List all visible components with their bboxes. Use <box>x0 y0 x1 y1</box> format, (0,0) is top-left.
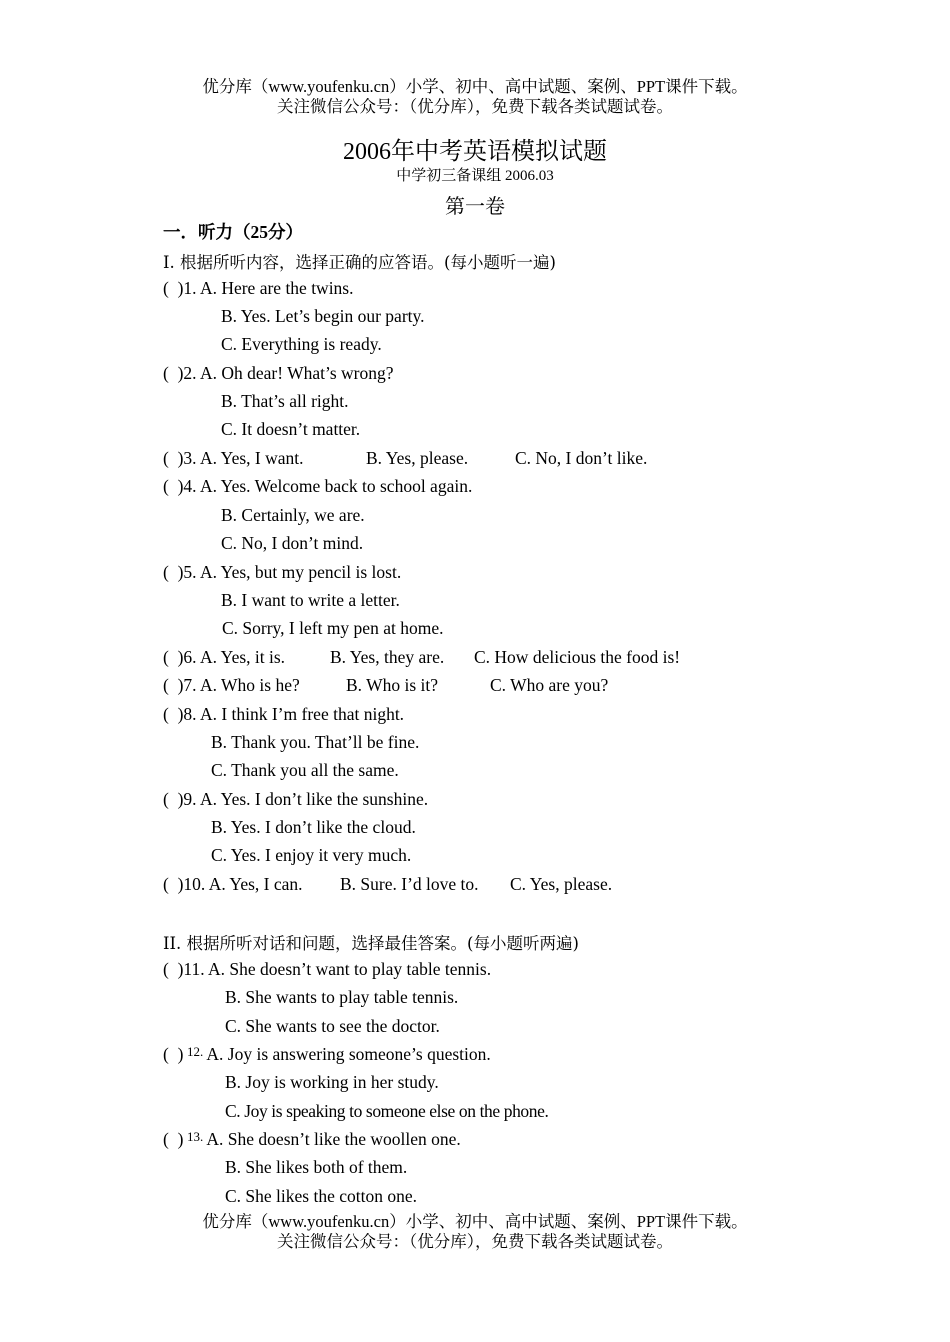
subtitle: 中学初三备课组 2006.03 <box>396 168 554 184</box>
question-8-stem: ( )8. A. I think I’m free that night. <box>163 704 405 724</box>
question-10-option-c: C. Yes, please. <box>510 874 613 894</box>
question-4-option-b: B. Certainly, we are. <box>221 505 365 525</box>
question-9-option-b: B. Yes. I don’t like the cloud. <box>211 817 416 837</box>
question-9-stem: ( )9. A. Yes. I don’t like the sunshine. <box>163 789 429 809</box>
question-number: 12. <box>187 1044 204 1059</box>
question-1-option-c: C. Everything is ready. <box>221 334 382 354</box>
question-1-option-b: B. Yes. Let’s begin our party. <box>221 306 425 326</box>
question-3-option-b: B. Yes, please. <box>366 448 469 468</box>
question-9-option-c: C. Yes. I enjoy it very much. <box>211 845 412 865</box>
question-7-option-b: B. Who is it? <box>346 675 439 695</box>
question-13-option-c: C. She likes the cotton one. <box>225 1186 417 1206</box>
question-3-stem: ( )3. A. Yes, I want. <box>163 448 304 468</box>
question-10-stem: ( )10. A. Yes, I can. <box>163 874 303 894</box>
footer-line-1: 优分库（www.youfenku.cn）小学、初中、高中试题、案例、PPT课件下载。 <box>202 1212 748 1231</box>
question-13-option-b: B. She likes both of them. <box>225 1157 408 1177</box>
question-10-option-b: B. Sure. I’d love to. <box>340 874 479 894</box>
question-13-option-a: A. She doesn’t like the woollen one. <box>203 1129 461 1149</box>
question-6-option-b: B. Yes, they are. <box>330 647 445 667</box>
header-line-2: 关注微信公众号：（优分库），免费下载各类试题试卷。 <box>277 97 673 116</box>
question-4-stem: ( )4. A. Yes. Welcome back to school again. <box>163 476 473 496</box>
header-line-1: 优分库（www.youfenku.cn）小学、初中、高中试题、案例、PPT课件下载。 <box>202 77 748 96</box>
question-1-stem: ( )1. A. Here are the twins. <box>163 278 354 298</box>
question-7-option-c: C. Who are you? <box>490 675 609 695</box>
question-8-option-b: B. Thank you. That’ll be fine. <box>211 732 420 752</box>
question-2-stem: ( )2. A. Oh dear! What’s wrong? <box>163 363 394 383</box>
question-12-option-c: C. Joy is speaking to someone else on the phone. <box>225 1101 549 1121</box>
question-8-option-c: C. Thank you all the same. <box>211 760 399 780</box>
question-11-option-b: B. She wants to play table tennis. <box>225 987 459 1007</box>
question-11-option-c: C. She wants to see the doctor. <box>225 1016 440 1036</box>
footer-line-2: 关注微信公众号：（优分库），免费下载各类试题试卷。 <box>277 1232 673 1251</box>
question-3-option-c: C. No, I don’t like. <box>515 448 648 468</box>
section-listening-heading: 一．听力（25分） <box>163 222 303 242</box>
question-5-option-b: B. I want to write a letter. <box>221 590 400 610</box>
question-5-option-c: C. Sorry, I left my pen at home. <box>222 618 444 638</box>
question-2-option-c: C. It doesn’t matter. <box>221 419 361 439</box>
question-6-stem: ( )6. A. Yes, it is. <box>163 647 286 667</box>
question-12-option-b: B. Joy is working in her study. <box>225 1072 439 1092</box>
question-11-stem: ( )11. A. She doesn’t want to play table tennis. <box>163 959 492 979</box>
part1-instruction: I. 根据所听内容，选择正确的应答语。(每小题听一遍) <box>163 253 556 272</box>
answer-paren: ( ) <box>163 1044 184 1064</box>
volume-heading: 第一卷 <box>445 196 505 218</box>
question-7-stem: ( )7. A. Who is he? <box>163 675 300 695</box>
question-4-option-c: C. No, I don’t mind. <box>221 533 364 553</box>
question-12-option-a: A. Joy is answering someone’s question. <box>203 1044 491 1064</box>
question-2-option-b: B. That’s all right. <box>221 391 349 411</box>
question-number: 13. <box>187 1129 204 1144</box>
question-6-option-c: C. How delicious the food is! <box>474 647 681 667</box>
part2-instruction: II. 根据所听对话和问题，选择最佳答案。(每小题听两遍) <box>163 934 579 953</box>
question-5-stem: ( )5. A. Yes, but my pencil is lost. <box>163 562 402 582</box>
page-title: 2006年中考英语模拟试题 <box>343 139 607 165</box>
answer-paren: ( ) <box>163 1129 184 1149</box>
